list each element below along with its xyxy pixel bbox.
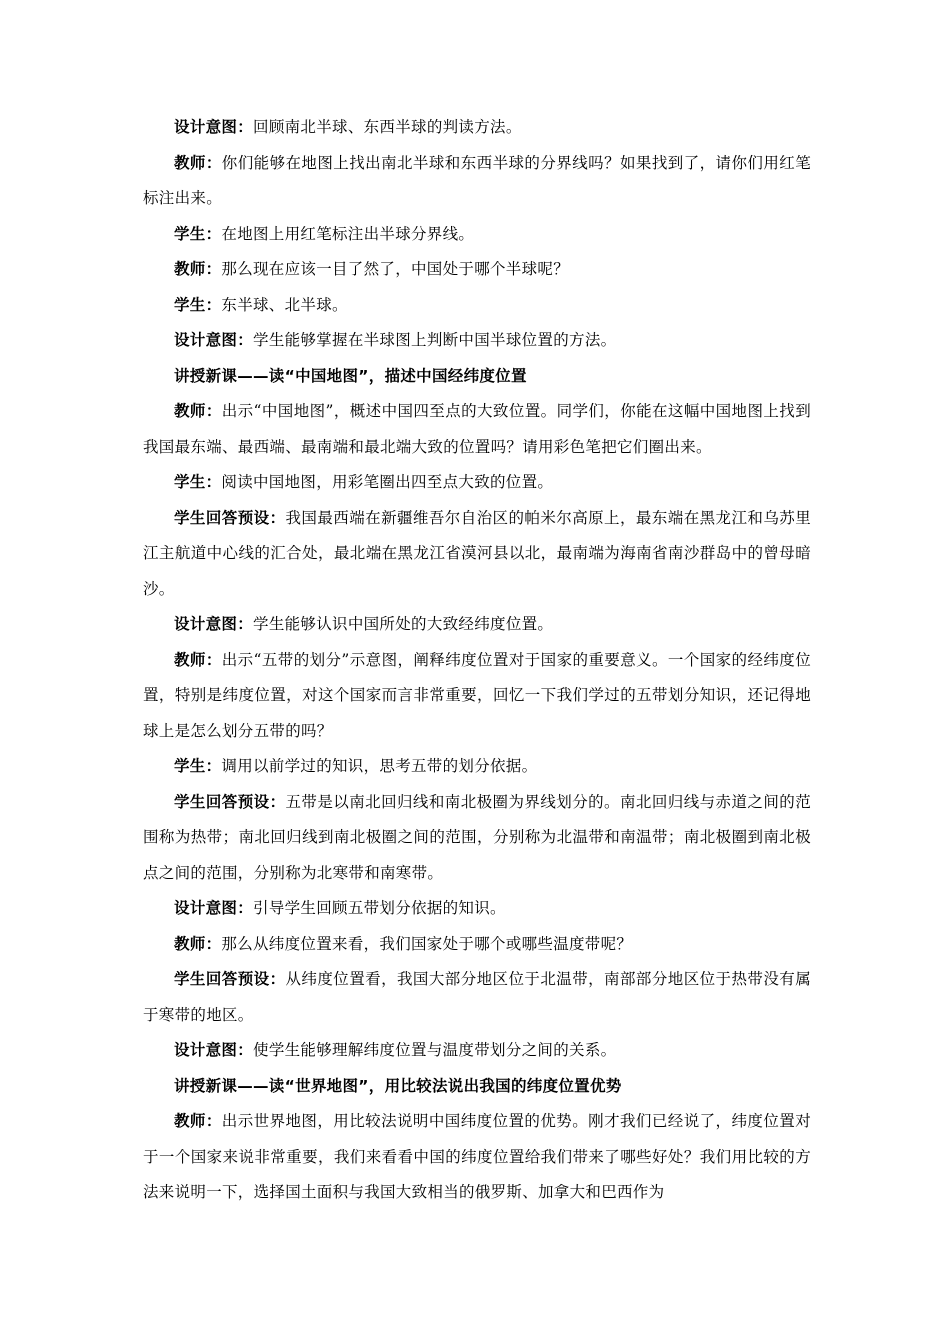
paragraph-text: 使学生能够理解纬度位置与温度带划分之间的关系。 — [253, 1041, 617, 1059]
paragraph-text: 你们能够在地图上找出南北半球和东西半球的分界线吗？如果找到了，请你们用红笔标注出来。 — [143, 153, 812, 207]
paragraph — [143, 146, 811, 217]
speaker-label: 设计意图： — [174, 118, 254, 136]
speaker-label: 学生： — [174, 224, 222, 243]
paragraph — [143, 465, 811, 501]
speaker-label: 教师： — [174, 650, 222, 669]
paragraph — [143, 394, 811, 465]
speaker-label: 教师： — [174, 934, 222, 953]
speaker-label: 设计意图： — [174, 331, 254, 349]
paragraph-text: 出示世界地图，用比较法说明中国纬度位置的优势。刚才我们已经说了，纬度位置对于一个国家来说非常重要，我们来看看中国的纬度位置给我们带来了哪些好处？我们用比较的方法来说明一下，选择国土面积与我国大致相当的俄罗斯、加拿大和巴西作为 — [143, 1112, 812, 1201]
speaker-label: 学生： — [174, 295, 222, 314]
paragraph — [143, 252, 811, 288]
speaker-label: 教师： — [174, 260, 222, 278]
paragraph-text: 回顾南北半球、东西半球的判读方法。 — [253, 118, 522, 136]
speaker-label: 教师： — [174, 1112, 222, 1130]
paragraph-text: 出示“中国地图”，概述中国四至点的大致位置。同学们，你能在这幅中国地图上找到我国最东端、最西端、最南端和最北端大致的位置吗？请用彩色笔把它们圈出来。 — [143, 402, 811, 456]
paragraph — [143, 323, 811, 359]
paragraph-text: 引导学生回顾五带划分依据的知识。 — [253, 899, 506, 917]
paragraph-text: 在地图上用红笔标注出半球分界线。 — [221, 224, 475, 243]
speaker-label: 学生： — [174, 473, 222, 491]
speaker-label: 设计意图： — [174, 1041, 254, 1059]
speaker-label: 学生： — [174, 757, 222, 775]
speaker-label: 教师： — [174, 153, 222, 172]
paragraph — [143, 110, 811, 146]
paragraph — [143, 1104, 811, 1211]
paragraph-text: 学生能够掌握在半球图上判断中国半球位置的方法。 — [253, 331, 617, 349]
paragraph — [143, 962, 811, 1033]
speaker-label: 学生回答预设： — [174, 792, 286, 811]
paragraph — [143, 607, 811, 643]
paragraph-text: 东半球、北半球。 — [221, 295, 348, 314]
paragraph-text: 那么现在应该一目了然了，中国处于哪个半球呢？ — [221, 260, 570, 278]
paragraph — [143, 501, 811, 608]
paragraph-text: 从纬度位置看，我国大部分地区位于北温带，南部部分地区位于热带没有属于寒带的地区。 — [143, 970, 811, 1024]
paragraph-text: 那么从纬度位置来看，我们国家处于哪个或哪些温度带呢？ — [221, 934, 633, 953]
paragraph — [143, 927, 811, 963]
paragraph-text: 我国最西端在新疆维吾尔自治区的帕米尔高原上，最东端在黑龙江和乌苏里江主航道中心线的汇合处，最北端在黑龙江省漠河县以北，最南端为海南省南沙群岛中的曾母暗沙。 — [143, 508, 811, 598]
paragraph-text: 五带是以南北回归线和南北极圈为界线划分的。南北回归线与赤道之间的范围称为热带；南北回归线到南北极圈之间的范围，分别称为北温带和南温带；南北极圈到南北极点之间的范围，分别称为北寒带和南寒带。 — [143, 792, 811, 882]
paragraph — [143, 1033, 811, 1069]
paragraph — [143, 785, 811, 892]
speaker-label: 学生回答预设： — [174, 970, 286, 988]
section-heading: 讲授新课——读“中国地图”，描述中国经纬度位置 — [174, 366, 527, 385]
paragraph-text: 阅读中国地图，用彩笔圈出四至点大致的位置。 — [221, 473, 554, 491]
paragraph — [143, 891, 811, 927]
speaker-label: 学生回答预设： — [174, 508, 286, 527]
speaker-label: 设计意图： — [174, 899, 254, 917]
paragraph — [143, 643, 811, 750]
paragraph — [143, 217, 811, 253]
document-body — [143, 110, 811, 1211]
paragraph-text: 出示“五带的划分”示意图，阐释纬度位置对于国家的重要意义。一个国家的经纬度位置，特别是纬度位置，对这个国家而言非常重要，回忆一下我们学过的五带划分知识，还记得地球上是怎么划分五带的吗？ — [143, 650, 811, 740]
paragraph — [143, 288, 811, 324]
paragraph-text: 学生能够认识中国所处的大致经纬度位置。 — [253, 615, 554, 633]
section-heading: 讲授新课——读“世界地图”，用比较法说出我国的纬度位置优势 — [174, 1076, 622, 1095]
speaker-label: 设计意图： — [174, 615, 254, 633]
speaker-label: 教师： — [174, 402, 222, 420]
paragraph-text: 调用以前学过的知识，思考五带的划分依据。 — [221, 757, 538, 775]
paragraph — [143, 749, 811, 785]
